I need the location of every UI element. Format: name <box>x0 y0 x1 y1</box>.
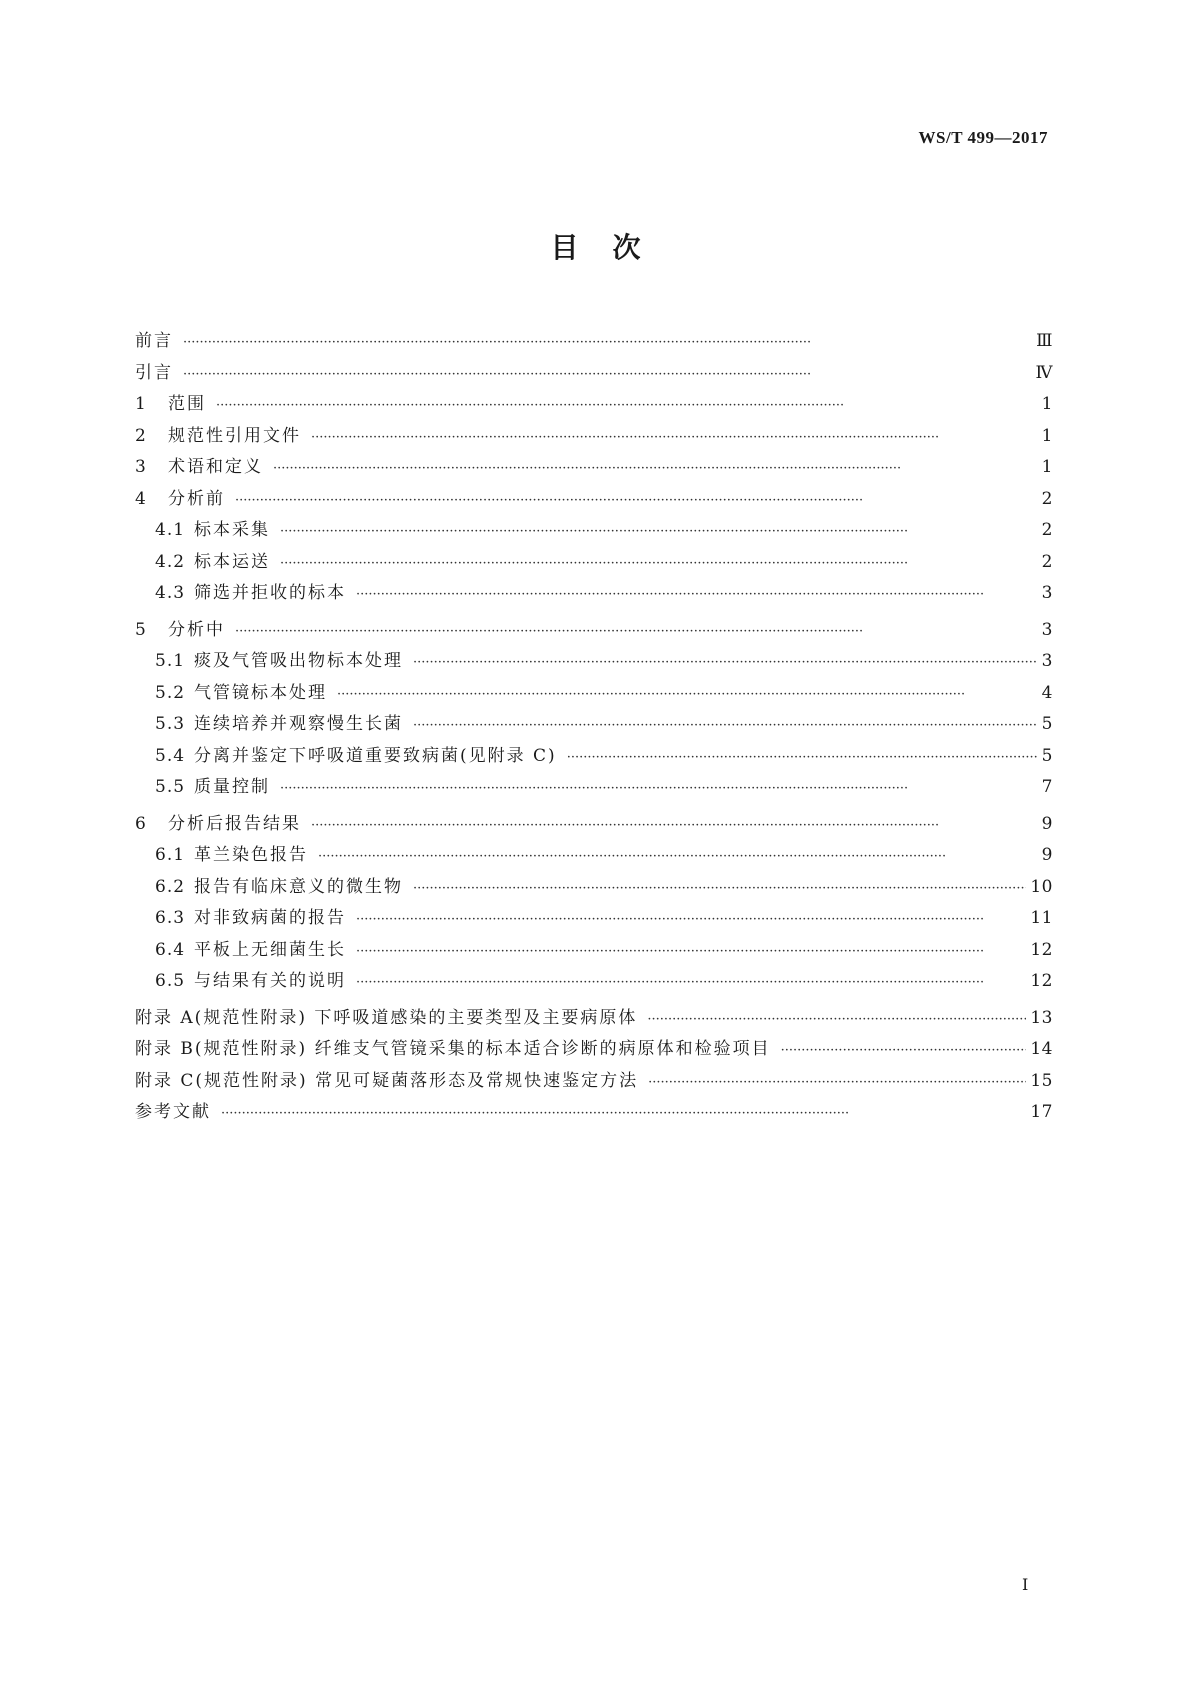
toc-entry-page: 12 <box>1030 939 1053 960</box>
toc-entry-label: 范围 <box>168 394 206 414</box>
dot-leader <box>183 326 1032 359</box>
toc-entry[interactable] <box>135 484 1053 516</box>
toc-entry[interactable] <box>135 1097 1053 1129</box>
toc-entry[interactable] <box>135 578 1053 610</box>
toc-entry-page: 2 <box>1041 488 1053 509</box>
toc-entry-number: 4.1 <box>155 520 186 540</box>
toc-entry-number: 5.3 <box>155 714 186 734</box>
toc-entry[interactable] <box>135 809 1053 841</box>
toc-entry[interactable] <box>135 772 1053 804</box>
dot-leader <box>183 358 1032 391</box>
toc-entry-label: 分析后报告结果 <box>168 813 301 834</box>
toc-entry[interactable] <box>135 452 1053 484</box>
toc-entry-label: 前言 <box>135 331 173 351</box>
toc-entry-label: 附录 B(规范性附录) 纤维支气管镜采集的标本适合诊断的病原体和检验项目 <box>135 1039 771 1059</box>
toc-entry-label: 术语和定义 <box>168 457 263 477</box>
toc-entry-page: 11 <box>1030 908 1053 928</box>
toc-entry-label: 附录 A(规范性附录) 下呼吸道感染的主要类型及主要病原体 <box>135 1007 638 1028</box>
toc-entry-page: 17 <box>1030 1102 1053 1122</box>
toc-entry-number: 5.2 <box>155 682 186 703</box>
toc-entry-label: 分离并鉴定下呼吸道重要致病菌(见附录 C) <box>194 745 557 766</box>
toc-entry-label: 连续培养并观察慢生长菌 <box>194 714 403 734</box>
dot-leader <box>356 966 1026 999</box>
toc-entry-label: 分析中 <box>168 619 225 640</box>
toc-entry[interactable] <box>135 547 1053 579</box>
toc-entry-number: 4.2 <box>155 551 186 572</box>
toc-entry-label: 标本采集 <box>194 520 270 540</box>
toc-entry-number: 5.4 <box>155 745 186 766</box>
dot-leader <box>216 389 1038 422</box>
toc-entry-number: 6 <box>135 813 147 834</box>
toc-entry-page: 1 <box>1041 425 1053 446</box>
toc-entry[interactable] <box>135 1003 1053 1035</box>
dot-leader <box>311 809 1038 842</box>
toc-entry-page: 9 <box>1041 813 1053 834</box>
dot-leader <box>648 1066 1026 1099</box>
toc-entry-number: 6.4 <box>155 939 186 960</box>
table-of-contents <box>135 326 1053 1129</box>
dot-leader <box>280 772 1038 805</box>
toc-entry-label: 与结果有关的说明 <box>194 971 346 991</box>
toc-entry-page: 5 <box>1041 745 1053 766</box>
toc-entry-page: 4 <box>1041 682 1053 703</box>
dot-leader <box>337 678 1038 711</box>
toc-entry-label: 标本运送 <box>194 551 270 572</box>
toc-entry[interactable] <box>135 903 1053 935</box>
toc-entry[interactable] <box>135 872 1053 904</box>
toc-entry[interactable] <box>135 1066 1053 1098</box>
toc-entry-page: 1 <box>1041 394 1053 414</box>
toc-entry-number: 5.1 <box>155 651 186 671</box>
toc-entry-page: Ⅳ <box>1035 362 1053 383</box>
toc-entry-label: 分析前 <box>168 488 225 509</box>
toc-entry[interactable] <box>135 678 1053 710</box>
toc-entry[interactable] <box>135 1034 1053 1066</box>
dot-leader <box>235 615 1038 648</box>
toc-entry-label: 筛选并拒收的标本 <box>194 583 346 603</box>
toc-entry[interactable] <box>135 741 1053 773</box>
dot-leader <box>647 1003 1026 1036</box>
toc-entry[interactable] <box>135 966 1053 998</box>
dot-leader <box>356 903 1026 936</box>
dot-leader <box>221 1097 1026 1130</box>
toc-entry-label: 痰及气管吸出物标本处理 <box>194 651 403 671</box>
toc-entry[interactable] <box>135 615 1053 647</box>
toc-entry-label: 革兰染色报告 <box>194 845 308 865</box>
dot-leader <box>280 515 1038 548</box>
dot-leader <box>781 1034 1027 1067</box>
page-title: 目次 <box>550 231 675 264</box>
toc-entry-page: 3 <box>1041 619 1053 640</box>
toc-entry-number: 4 <box>135 488 147 509</box>
toc-entry-page: 2 <box>1041 551 1053 572</box>
dot-leader <box>273 452 1038 485</box>
toc-entry-page: 14 <box>1030 1039 1053 1059</box>
toc-entry-page: Ⅲ <box>1036 331 1053 351</box>
standard-code: WS/T 499—2017 <box>918 128 1048 147</box>
toc-entry-number: 2 <box>135 425 147 446</box>
toc-entry-page: 7 <box>1041 777 1053 797</box>
toc-entry[interactable] <box>135 935 1053 967</box>
toc-entry[interactable] <box>135 646 1053 678</box>
dot-leader <box>235 484 1038 517</box>
toc-entry-label: 对非致病菌的报告 <box>194 908 346 928</box>
dot-leader <box>413 872 1026 905</box>
dot-leader <box>318 840 1038 873</box>
toc-entry-label: 规范性引用文件 <box>168 425 301 446</box>
toc-entry-page: 3 <box>1041 651 1053 671</box>
toc-entry-number: 6.5 <box>155 971 186 991</box>
toc-entry-number: 3 <box>135 457 147 477</box>
toc-entry-number: 5.5 <box>155 777 186 797</box>
toc-entry-page: 9 <box>1041 845 1053 865</box>
toc-entry-label: 附录 C(规范性附录) 常见可疑菌落形态及常规快速鉴定方法 <box>135 1070 639 1091</box>
toc-entry[interactable] <box>135 515 1053 547</box>
toc-entry-number: 5 <box>135 619 147 640</box>
toc-entry-number: 6.2 <box>155 876 186 897</box>
toc-entry-label: 参考文献 <box>135 1102 211 1122</box>
dot-leader <box>567 741 1038 774</box>
toc-entry-number: 4.3 <box>155 583 186 603</box>
toc-entry-page: 3 <box>1041 583 1053 603</box>
toc-entry-number: 1 <box>135 394 147 414</box>
toc-entry[interactable] <box>135 389 1053 421</box>
toc-entry[interactable] <box>135 840 1053 872</box>
toc-entry-label: 平板上无细菌生长 <box>194 939 346 960</box>
toc-entry-page: 2 <box>1041 520 1053 540</box>
toc-entry-page: 15 <box>1030 1070 1053 1091</box>
toc-entry-label: 气管镜标本处理 <box>194 682 327 703</box>
dot-leader <box>356 935 1026 968</box>
toc-entry[interactable] <box>135 709 1053 741</box>
dot-leader <box>311 421 1038 454</box>
toc-entry-number: 6.1 <box>155 845 186 865</box>
dot-leader <box>356 578 1038 611</box>
page-number: I <box>1022 1575 1029 1594</box>
toc-entry-page: 10 <box>1030 876 1053 897</box>
dot-leader <box>413 709 1038 742</box>
toc-entry-label: 质量控制 <box>194 777 270 797</box>
toc-entry-page: 1 <box>1041 457 1053 477</box>
toc-entry-page: 12 <box>1030 971 1053 991</box>
toc-entry[interactable] <box>135 326 1053 358</box>
toc-entry[interactable] <box>135 358 1053 390</box>
toc-entry-label: 报告有临床意义的微生物 <box>194 876 403 897</box>
toc-entry-number: 6.3 <box>155 908 186 928</box>
toc-entry-label: 引言 <box>135 362 173 383</box>
dot-leader <box>413 646 1038 679</box>
toc-entry[interactable] <box>135 421 1053 453</box>
dot-leader <box>280 547 1038 580</box>
toc-entry-page: 13 <box>1030 1007 1053 1028</box>
toc-entry-page: 5 <box>1041 714 1053 734</box>
